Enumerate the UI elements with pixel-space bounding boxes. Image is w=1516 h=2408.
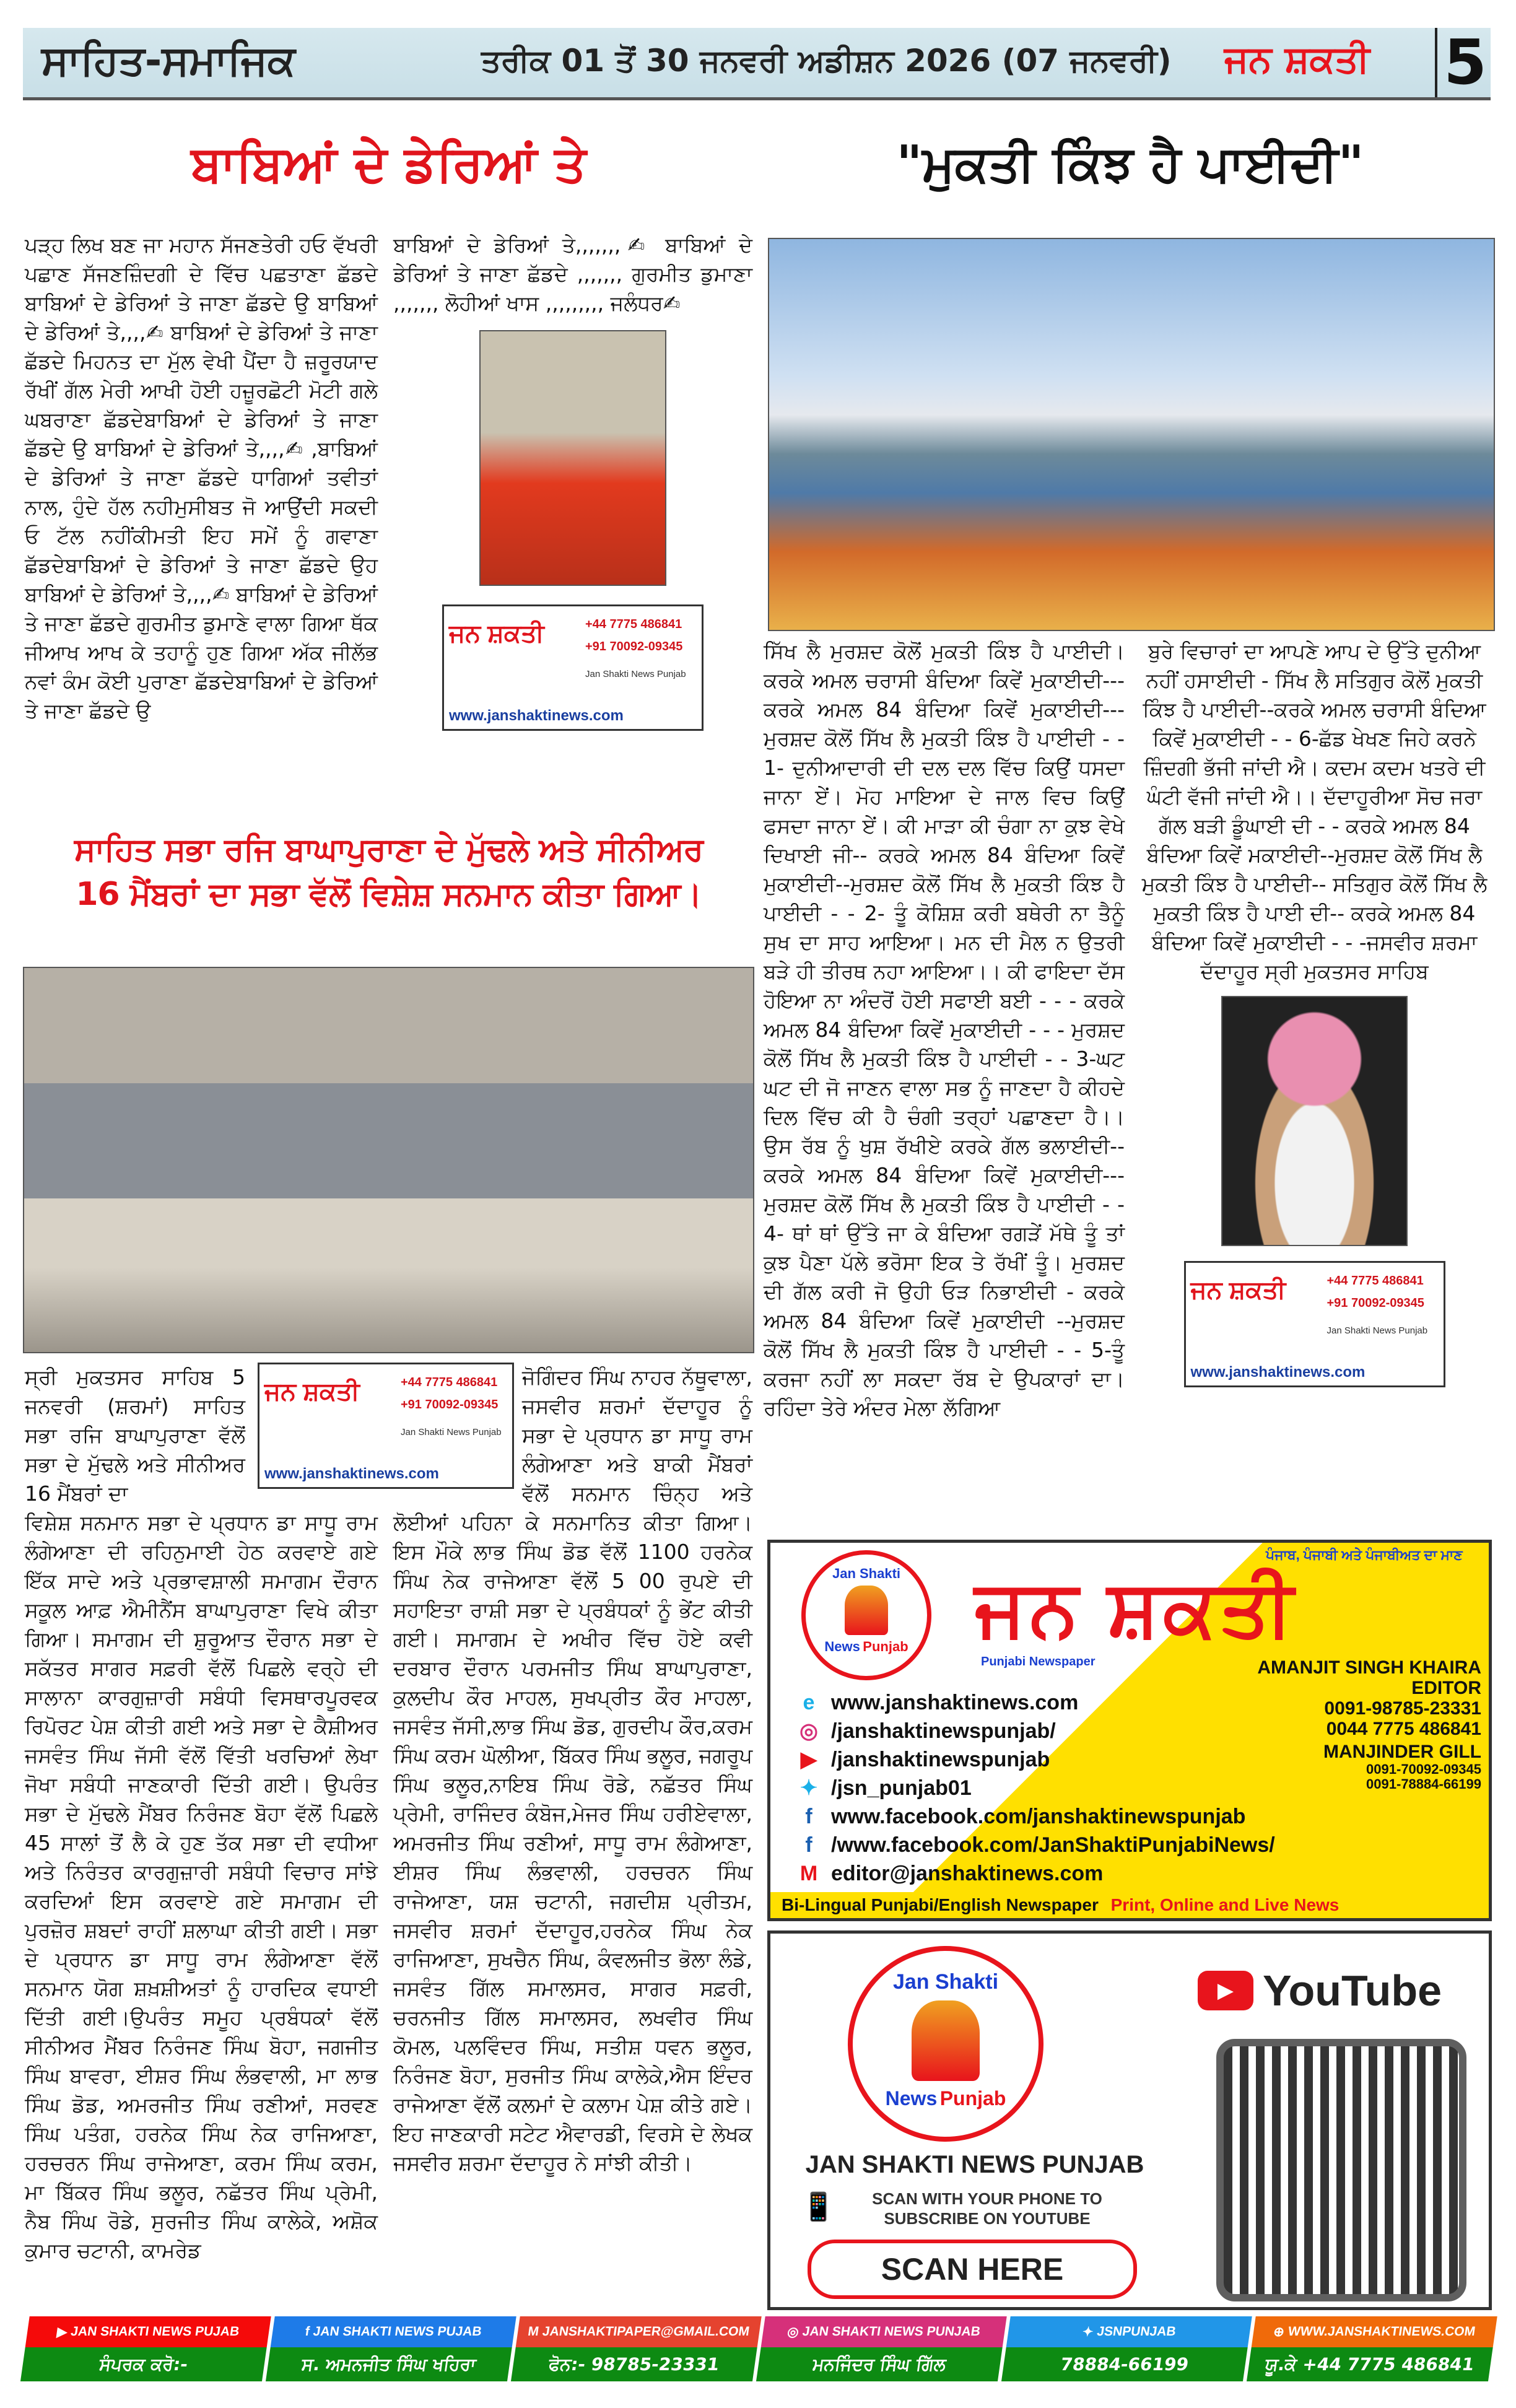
masthead-logo: ਜਨ ਸ਼ਕਤੀ (1224, 38, 1370, 81)
brand-subtitle: Punjabi Newspaper (981, 1655, 1096, 1669)
page-number: 5 (1435, 28, 1493, 97)
article3-intro: ਸ੍ਰੀ ਮੁਕਤਸਰ ਸਾਹਿਬ 5 ਜਨਵਰੀ (ਸ਼ਰਮਾਂ) ਸਾਹਿਤ ਸਭਾ ਰਜਿ ਬਾਘਾਪੁਰਾਣਾ ਵੱਲੋਂ ਸਭਾ ਦੇ ਮੁੱਢਲੇ ਅਤੇ ਸੀਨੀਅਰ 16 ਮੈਂਬਰਾਂ ਦਾ (25, 1365, 245, 1506)
article3-body-col1: ਵਿਸ਼ੇਸ਼ ਸਨਮਾਨ ਸਭਾ ਦੇ ਪ੍ਰਧਾਨ ਡਾ ਸਾਧੂ ਰਾਮ ਲੰਗੇਆਣਾ ਦੀ ਰਹਿਨੁਮਾਈ ਹੇਠ ਕਰਵਾਏ ਗਏ ਇੱਕ ਸਾਦੇ ਅਤੇ ਪ੍ਰਭਾਵਸ਼ਾਲੀ ਸਮਾਗਮ ਦੌਰਾਨ ਸਕੂਲ ਆਫ਼ ਐਮੀਨੈਂਸ ਬਾਘਾਪੁਰਾਣਾ ਵਿਖੇ ਕੀਤਾ ਗਿਆ। ਸਮਾਗਮ ਦੀ ਸ਼ੁਰੂਆਤ ਦੌਰਾਨ ਸਭਾ ਦੇ ਸਕੱਤਰ ਸਾਗਰ ਸਫ਼ਰੀ ਵੱਲੋਂ ਪਿਛਲੇ ਵਰ੍ਹੇ ਦੀ ਸਾਲਾਨਾ ਕਾਰਗੁਜ਼ਾਰੀ ਸਬੰਧੀ ਵਿਸਥਾਰਪੂਰਵਕ ਰਿਪੋਰਟ ਪੇਸ਼ ਕੀਤੀ ਗਈ ਅਤੇ ਸਭਾ ਦੇ ਕੈਸ਼ੀਅਰ ਜਸਵੰਤ ਸਿੰਘ ਜੱਸੀ ਵੱਲੋਂ ਵਿੱਤੀ ਖਰਚਿਆਂ ਲੇਖਾ ਜੋਖਾ ਸਬੰਧੀ ਜਾਣਕਾਰੀ ਦਿੱਤੀ ਗਈ। ਉਪਰੰਤ ਸਭਾ ਦੇ ਮੁੱਢਲੇ ਮੈਂਬਰ ਨਿਰੰਜਣ ਬੋਹਾ ਵੱਲੋਂ ਪਿਛਲੇ 45 ਸਾਲਾਂ ਤੋਂ ਲੈ ਕੇ ਹੁਣ ਤੱਕ ਸਭਾ ਦੀ ਵਧੀਆ ਅਤੇ ਨਿਰੰਤਰ ਕਾਰਗੁਜ਼ਾਰੀ ਸਬੰਧੀ ਵਿਚਾਰ ਸਾਂਝੇ ਕਰਦਿਆਂ ਇਸ ਕਰਵਾਏ ਗਏ ਸਮਾਗਮ ਦੀ ਪੁਰਜ਼ੋਰ ਸ਼ਬਦਾਂ ਰਾਹੀਂ ਸ਼ਲਾਘਾ ਕੀਤੀ ਗਈ। ਸਭਾ ਦੇ ਪ੍ਰਧਾਨ ਡਾ ਸਾਧੂ ਰਾਮ ਲੰਗੇਆਣਾ ਵੱਲੋਂ ਸਨਮਾਨ ਯੋਗ ਸ਼ਖ਼ਸ਼ੀਅਤਾਂ ਨੂੰ ਹਾਰਦਿਕ ਵਧਾਈ ਦਿੱਤੀ ਗਈ।ਉਪਰੰਤ ਸਮੂਹ ਪ੍ਰਬੰਧਕਾਂ ਵੱਲੋਂ ਸੀਨੀਅਰ ਮੈਂਬਰ ਨਿਰੰਜਣ ਸਿੰਘ ਬੋਹਾ, ਜਗਜੀਤ ਸਿੰਘ ਬਾਵਰਾ, ਈਸ਼ਰ ਸਿੰਘ ਲੰਭਵਾਲੀ, ਮਾ ਲਾਭ ਸਿੰਘ ਡੋਡ, ਅਮਰਜੀਤ ਸਿੰਘ ਰਣੀਆਂ, ਸਰਵਣ ਸਿੰਘ ਪਤੰਗ, ਹਰਨੇਕ ਸਿੰਘ ਨੇਕ ਰਾਜਿਆਣਾ, ਹਰਚਰਨ ਸਿੰਘ ਰਾਜੇਆਣਾ, ਕਰਮ ਸਿੰਘ ਕਰਮ, ਮਾ ਬਿੱਕਰ ਸਿੰਘ ਭਲੂਰ, ਨਛੱਤਰ ਸਿੰਘ ਪ੍ਰੇਮੀ, ਨੈਬ ਸਿੰਘ ਰੋਡੇ, ਸੁਰਜੀਤ ਸਿੰਘ ਕਾਲੇਕੇ, ਅਸ਼ੋਕ ਕੁਮਾਰ ਚਟਾਨੀ, ਕਾਮਰੇਡ (25, 1511, 378, 2262)
article2-headline: "ਮੁਕਤੀ ਕਿੰਝ ਹੈ ਪਾਈਦੀ" (896, 135, 1364, 193)
instruction-line-1: SCAN WITH YOUR PHONE TO (872, 2189, 1102, 2208)
link-facebook[interactable] (795, 1804, 1245, 1830)
tagline: ਪੰਜਾਬ, ਪੰਜਾਬੀ ਅਤੇ ਪੰਜਾਬੀਅਤ ਦਾ ਮਾਣ (1266, 1547, 1463, 1563)
phone-icon: 📱 (801, 2192, 835, 2222)
ad-phone-in: +91 70092-09345 (401, 1398, 499, 1411)
ad-footer-strip (770, 1892, 1489, 1918)
article3-col1 (25, 1363, 378, 2265)
gurdwara-photo (768, 238, 1495, 631)
ad-logo: ਜਨ ਸ਼ਕਤੀ (449, 620, 544, 647)
scan-instruction (839, 2189, 1136, 2228)
footer-cell-top (761, 2316, 1007, 2347)
footer-cell[interactable] (20, 2316, 271, 2384)
link-facebook-2[interactable] (795, 1832, 1275, 1858)
link-youtube[interactable] (795, 1747, 1050, 1773)
second-phone-2: 0091-78884-66199 (1366, 1776, 1481, 1792)
ad-phone-in: +91 70092-09345 (1326, 1296, 1424, 1310)
footer-cell[interactable] (510, 2316, 761, 2384)
article2-body-col1: ਸਿੱਖ ਲੈ ਮੁਰਸ਼ਦ ਕੋਲੋਂ ਮੁਕਤੀ ਕਿੰਝ ਹੈ ਪਾਈਦੀ। ਕਰਕੇ ਅਮਲ ਚਰਾਸੀ ਬੰਦਿਆ ਕਿਵੇਂ ਮੁਕਾਈਦੀ--- ਕਰਕੇ ਅਮਲ 84 ਬੰਦਿਆ ਕਿਵੇਂ ਮੁਕਾਈਦੀ---ਮੁਰਸ਼ਦ ਕੋਲੋਂ ਸਿੱਖ ਲੈ ਮੁਕਤੀ ਕਿੰਝ ਹੈ ਪਾਈਦੀ - - 1- ਦੁਨੀਆਦਾਰੀ ਦੀ ਦਲ ਦਲ ਵਿੱਚ ਕਿਉਂ ਧਸਦਾ ਜਾਨਾ ਏਂ। ਮੋਹ ਮਾਇਆ ਦੇ ਜਾਲ ਵਿਚ ਕਿਉਂ ਫਸਦਾ ਜਾਨਾ ਏਂ। ਕੀ ਮਾੜਾ ਕੀ ਚੰਗਾ ਨਾ ਕੁਝ ਵੇਖੇ ਦਿਖਾਈ ਜੀ-- ਕਰਕੇ ਅਮਲ 84 ਬੰਦਿਆ ਕਿਵੇਂ ਮੁਕਾਈਦੀ--ਮੁਰਸ਼ਦ ਕੋਲੋਂ ਸਿੱਖ ਲੈ ਮੁਕਤੀ ਕਿੰਝ ਹੈ ਪਾਈਦੀ - - 2- ਤੂੰ ਕੋਸ਼ਿਸ਼ ਕਰੀ ਬਥੇਰੀ ਨਾ ਤੈਨੂੰ ਸੁਖ ਦਾ ਸਾਹ ਆਇਆ। ਮਨ ਦੀ ਮੈਲ ਨ ਉਤਰੀ ਬੜੇ ਹੀ ਤੀਰਥ ਨਹਾ ਆਇਆ।। ਕੀ ਫਾਇਦਾ ਦੱਸ ਹੋਇਆ ਨਾ ਅੰਦਰੋਂ ਹੋਈ ਸਫਾਈ ਬਈ - - - ਕਰਕੇ ਅਮਲ 84 ਬੰਦਿਆ ਕਿਵੇਂ ਮੁਕਾਈਦੀ - - - ਮੁਰਸ਼ਦ ਕੋਲੋਂ ਸਿੱਖ ਲੈ ਮੁਕਤੀ ਕਿੰਝ ਹੈ ਪਾਈਦੀ - - 3-ਘਟ ਘਟ ਦੀ ਜੋ ਜਾਣਨ ਵਾਲਾ ਸਭ ਨੂੰ ਜਾਣਦਾ ਹੈ ਕੀਹਦੇ ਦਿਲ ਵਿੱਚ ਕੀ ਹੈ ਚੰਗੀ ਤਰ੍ਹਾਂ ਪਛਾਣਦਾ ਹੈ।। ਉਸ ਰੱਬ ਨੂੰ ਖੁਸ਼ ਰੱਖੀਏ ਕਰਕੇ ਗੱਲ ਭਲਾਈਦੀ-- ਕਰਕੇ ਅਮਲ 84 ਬੰਦਿਆ ਕਿਵੇਂ ਮੁਕਾਈਦੀ---ਮੁਰਸ਼ਦ ਕੋਲੋਂ ਸਿੱਖ ਲੈ ਮੁਕਤੀ ਕਿੰਝ ਹੈ ਪਾਈਦੀ - - 4- ਥਾਂ ਥਾਂ ਉੱਤੇ ਜਾ ਕੇ ਬੰਦਿਆ ਰਗੜੇਂ ਮੱਥੇ ਤੂੰ ਤਾਂ ਕੁਝ ਪੈਣਾ ਪੱਲੇ ਭਰੋਸਾ ਇਕ ਤੇ ਰੱਖੀਂ ਤੂੰ। ਮੁਰਸ਼ਦ ਦੀ ਗੱਲ ਕਰੀ ਜੋ ਉਹੀ ਓੜ ਨਿਭਾਈਦੀ - ਕਰਕੇ ਅਮਲ 84 ਬੰਦਿਆ ਕਿਵੇਂ ਮੁਕਾਈਦੀ --ਮੁਰਸ਼ਦ ਕੋਲੋਂ ਸਿੱਖ ਲੈ ਮੁਕਤੀ ਕਿੰਝ ਹੈ ਪਾਈਦੀ - - 5-ਤੂੰ ਕਰਜਾ ਨਹੀਂ ਲਾ ਸਕਦਾ ਰੱਬ ਦੇ ਉਪਕਾਰਾਂ ਦਾ। ਰਹਿੰਦਾ ਤੇਰੇ ਅੰਦਰ ਮੇਲਾ ਲੱਗਿਆ (764, 639, 1125, 1420)
ad-phone-uk: +44 7775 486841 (585, 617, 682, 631)
footer-cell[interactable] (1246, 2316, 1497, 2384)
ad-logo: ਜਨ ਸ਼ਕਤੀ (264, 1378, 360, 1405)
ad-website: www.janshaktinews.com (449, 707, 624, 724)
ad-logo: ਜਨ ਸ਼ਕਤੀ (1190, 1276, 1286, 1304)
ad-name: Jan Shakti News Punjab (1326, 1325, 1428, 1336)
article3-headline (25, 827, 752, 917)
ad-website: www.janshaktinews.com (1190, 1364, 1366, 1381)
article1-middle-column (393, 230, 752, 731)
small-ad[interactable] (442, 604, 704, 731)
youtube-brand: YouTube (1263, 1966, 1442, 2015)
footer-contact: 78884-66199 (1001, 2347, 1248, 2381)
jan-shakti-ad (767, 1540, 1492, 1921)
editor-phone-2: 0044 7775 486841 (1326, 1719, 1481, 1739)
youtube-icon: ▶ (1198, 1971, 1253, 2010)
gmail-icon: M (526, 2324, 540, 2339)
editor-name: AMANJIT SINGH KHAIRA (1257, 1657, 1481, 1678)
footer-contact: ਯੂ.ਕੇ +44 7775 486841 (1247, 2347, 1493, 2381)
twitter-icon: ✦ (799, 1776, 818, 1800)
link-text: /www.facebook.com/JanShaktiPunjabiNews/ (831, 1833, 1275, 1857)
channel-name: JAN SHAKTI NEWS PUNJAB (805, 2151, 1144, 2178)
footer-cell-top (1252, 2316, 1497, 2347)
logo-circle-news: News (824, 1639, 860, 1654)
footer-cell[interactable] (1001, 2316, 1252, 2384)
editor-phone-1: 0091-98785-23331 (1324, 1698, 1481, 1719)
gmail-icon: M (799, 1862, 818, 1885)
footer-contact: ਮਨਜਿੰਦਰ ਸਿੰਘ ਗਿੱਲ (756, 2347, 1003, 2381)
youtube-ad (767, 1930, 1492, 2310)
footer-contact: ਫੋਨ:- 98785-23331 (511, 2347, 757, 2381)
link-email[interactable] (795, 1861, 1103, 1887)
logo-circle-news: News (885, 2087, 938, 2109)
instagram-icon: ◎ (786, 2324, 800, 2339)
author-photo (479, 330, 666, 586)
footer-handle: JANSHAKTIPAPER@GMAIL.COM (541, 2324, 751, 2339)
globe-icon: ⊕ (1272, 2324, 1286, 2339)
article2-right-column (1136, 637, 1492, 1387)
second-phone-1: 0091-70092-09345 (1366, 1761, 1481, 1777)
footer-contact-bar (25, 2316, 1492, 2384)
footer-cell[interactable] (265, 2316, 516, 2384)
link-twitter[interactable] (795, 1775, 972, 1801)
ad-name: Jan Shakti News Punjab (401, 1427, 502, 1437)
footer-cell-top (516, 2316, 762, 2347)
ad-phone-uk: +44 7775 486841 (1326, 1274, 1424, 1288)
link-text: www.facebook.com/janshaktinewspunjab (831, 1805, 1246, 1828)
footer-handle: JAN SHAKTI NEWS PUJAB (312, 2324, 483, 2339)
contacts (1257, 1657, 1481, 1792)
logo-circle-punjab: Punjab (939, 2087, 1006, 2109)
article1-headline: ਬਾਬਿਆਂ ਦੇ ਡੇਰਿਆਂ ਤੇ (191, 135, 586, 193)
group-photo (23, 967, 754, 1353)
ad-phone-in: +91 70092-09345 (585, 640, 683, 653)
footer-cell-top (1006, 2316, 1252, 2347)
headline-line-1: ਸਾਹਿਤ ਸਭਾ ਰਜਿ ਬਾਘਾਪੁਰਾਣਾ ਦੇ ਮੁੱਢਲੇ ਅਤੇ ਸੀਨੀਅਰ (74, 831, 703, 868)
ad-footer-red: Print, Online and Live News (1110, 1895, 1340, 1914)
footer-contact: ਸੰਪਰਕ ਕਰੋ:- (20, 2347, 267, 2381)
link-text: /janshaktinewspunjab (831, 1748, 1050, 1771)
footer-cell-top (271, 2316, 516, 2347)
second-name: MANJINDER GILL (1323, 1742, 1481, 1762)
instagram-icon: ◎ (799, 1719, 818, 1743)
link-text: editor@janshaktinews.com (831, 1862, 1104, 1885)
link-text: /janshaktinewspunjab/ (831, 1719, 1056, 1743)
facebook-icon: f (805, 1833, 812, 1857)
article2-body-col2: ਬੁਰੇ ਵਿਚਾਰਾਂ ਦਾ ਆਪਣੇ ਆਪ ਦੇ ਉੱਤੇ ਦੁਨੀਆ ਨਹੀਂ ਹਸਾਈਦੀ - ਸਿੱਖ ਲੈ ਸਤਿਗੁਰ ਕੋਲੋਂ ਮੁਕਤੀ ਕਿੰਝ ਹੈ ਪਾਈਦੀ--ਕਰਕੇ ਅਮਲ ਚਰਾਸੀ ਬੰਦਿਆ ਕਿਵੇਂ ਮੁਕਾਈਦੀ - - 6-ਛੱਡ ਖੇਖਣ ਜਿਹੇ ਕਰਨੇ ਜ਼ਿੰਦਗੀ ਭੱਜੀ ਜਾਂਦੀ ਐ। ਕਦਮ ਕਦਮ ਖਤਰੇ ਦੀ ਘੰਟੀ ਵੱਜੀ ਜਾਂਦੀ ਐ।। ਦੱਦਾਹੂਰੀਆ ਸੋਚ ਜਰਾ ਗੱਲ ਬੜੀ ਡੂੰਘਾਈ ਦੀ - - ਕਰਕੇ ਅਮਲ 84 ਬੰਦਿਆ ਕਿਵੇਂ ਮਕਾਈਦੀ--ਮੁਰਸ਼ਦ ਕੋਲੋਂ ਸਿੱਖ ਲੈ ਮੁਕਤੀ ਕਿੰਝ ਹੈ ਪਾਈਦੀ-- ਸਤਿਗੁਰ ਕੋਲੋਂ ਸਿੱਖ ਲੈ ਮੁਕਤੀ ਕਿੰਝ ਹੈ ਪਾਈ ਦੀ-- ਕਰਕੇ ਅਮਲ 84 ਬੰਦਿਆ ਕਿਵੇਂ ਮੁਕਾਈਦੀ - - -ਜਸਵੀਰ ਸ਼ਰਮਾ ਦੱਦਾਹੂਰ ਸ੍ਰੀ ਮੁਕਤਸਰ ਸਾਹਿਬ (1141, 639, 1488, 984)
section-title: ਸਾਹਿਤ-ਸਮਾਜਿਕ (41, 37, 295, 84)
poet-portrait (1221, 996, 1408, 1246)
footer-contact: ਸ. ਅਮਨਜੀਤ ਸਿੰਘ ਖਹਿਰਾ (266, 2347, 512, 2381)
link-text: /jsn_punjab01 (831, 1776, 972, 1800)
article1-body: ਪੜ੍ਹ ਲਿਖ ਬਣ ਜਾ ਮਹਾਨ ਸੱਜਣਤੇਰੀ ਹਓ ਵੱਖਰੀ ਪਛਾਣ ਸੱਜਣਜ਼ਿੰਦਗੀ ਦੇ ਵਿੱਚ ਪਛਤਾਣਾ ਛੱਡਦੇ ਬਾਬਿਆਂ ਦੇ ਡੇਰਿਆਂ ਤੇ ਜਾਣਾ ਛੱਡਦੇ ਉ ਬਾਬਿਆਂ ਦੇ ਡੇਰਿਆਂ ਤੇ,,,,✍ ਬਾਬਿਆਂ ਦੇ ਡੇਰਿਆਂ ਤੇ ਜਾਣਾ ਛੱਡਦੇ ਮਿਹਨਤ ਦਾ ਮੁੱਲ ਵੇਖੀ ਪੈਂਦਾ ਹੈ ਜ਼ਰੂਰਯਾਦ ਰੱਖੀਂ ਗੱਲ ਮੇਰੀ ਆਖੀ ਹੋਈ ਹਜ਼ੂਰਛੋਟੀ ਮੋਟੀ ਗਲੇ ਘਬਰਾਣਾ ਛੱਡਦੇਬਾਬਿਆਂ ਦੇ ਡੇਰਿਆਂ ਤੇ ਜਾਣਾ ਛੱਡਦੇ ਉ ਬਾਬਿਆਂ ਦੇ ਡੇਰਿਆਂ ਤੇ,,,,✍ ,ਬਾਬਿਆਂ ਦੇ ਡੇਰਿਆਂ ਤੇ ਜਾਣਾ ਛੱਡਦੇ ਧਾਗਿਆਂ ਤਵੀਤਾਂ ਨਾਲ, ਹੁੰਦੇ ਹੱਲ ਨਹੀਮੁਸੀਬਤ ਜੋ ਆਉਂਦੀ ਸਕਦੀ ਓ ਟੱਲ ਨਹੀਂਕੀਮਤੀ ਇਹ ਸਮੇਂ ਨੂੰ ਗਵਾਣਾ ਛੱਡਦੇਬਾਬਿਆਂ ਦੇ ਡੇਰਿਆਂ ਤੇ ਜਾਣਾ ਛੱਡਦੇ ਉਹ ਬਾਬਿਆਂ ਦੇ ਡੇਰਿਆਂ ਤੇ,,,,✍ ਬਾਬਿਆਂ ਦੇ ਡੇਰਿਆਂ ਤੇ ਜਾਣਾ ਛੱਡਦੇ ਗੁਰਮੀਤ ਡੁਮਾਣੇ ਵਾਲਾ ਗਿਆ ਥੱਕ ਜੀਆਖ ਆਖ ਕੇ ਤਹਾਨੂੰ ਹੁਣ ਗਿਆ ਅੱਕ ਜੀਲੱਭ ਨਵਾਂ ਕੰਮ ਕੋਈ ਪੁਰਾਣਾ ਛੱਡਦੇਬਾਬਿਆਂ ਦੇ ਡੇਰਿਆਂ ਤੇ ਜਾਣਾ ਛੱਡਦੇ ਉ (25, 233, 378, 723)
scan-here-button[interactable]: SCAN HERE (808, 2240, 1137, 2299)
headline-line-2: 16 ਮੈਂਬਰਾਂ ਦਾ ਸਭਾ ਵੱਲੋਂ ਵਿਸ਼ੇਸ਼ ਸਨਮਾਨ ਕੀਤਾ ਗਿਆ। (76, 876, 702, 913)
logo-circle (801, 1550, 931, 1680)
footer-handle: JSNPUNJAB (1096, 2324, 1177, 2339)
link-instagram[interactable] (795, 1718, 1056, 1744)
youtube-icon: ▶ (800, 1748, 817, 1771)
torch-icon (912, 2000, 980, 2081)
ad-website: www.janshaktinews.com (264, 1465, 439, 1482)
editor-role: EDITOR (1411, 1678, 1481, 1698)
instruction-line-2: SUBSCRIBE ON YOUTUBE (884, 2209, 1091, 2228)
page-header (23, 28, 1491, 100)
small-ad-3[interactable] (258, 1363, 514, 1489)
ad-footer-black: Bi-Lingual Punjabi/English Newspaper (782, 1895, 1099, 1914)
article3-body-col2: ਜੋਗਿੰਦਰ ਸਿੰਘ ਨਾਹਰ ਨੱਥੂਵਾਲਾ, ਜਸਵੀਰ ਸ਼ਰਮਾਂ ਦੱਦਾਹੂਰ ਨੂੰ ਸਭਾ ਦੇ ਪ੍ਰਧਾਨ ਡਾ ਸਾਧੂ ਰਾਮ ਲੰਗੇਆਣਾ ਅਤੇ ਬਾਕੀ ਮੈਂਬਰਾਂ ਵੱਲੋਂ ਸਨਮਾਨ ਚਿੰਨ੍ਹ ਅਤੇ ਲੋਈਆਂ ਪਹਿਨਾ ਕੇ ਸਨਮਾਨਿਤ ਕੀਤਾ ਗਿਆ। ਇਸ ਮੌਕੇ ਲਾਭ ਸਿੰਘ ਡੋਡ ਵੱਲੋਂ 1100 ਹਰਨੇਕ ਸਿੰਘ ਨੇਕ ਰਾਜੇਆਣਾ ਵੱਲੋਂ 5 00 ਰੁਪਏ ਦੀ ਸਹਾਇਤਾ ਰਾਸ਼ੀ ਸਭਾ ਦੇ ਪ੍ਰਬੰਧਕਾਂ ਨੂੰ ਭੇਂਟ ਕੀਤੀ ਗਈ। ਸਮਾਗਮ ਦੇ ਅਖੀਰ ਵਿੱਚ ਹੋਏ ਕਵੀ ਦਰਬਾਰ ਦੌਰਾਨ ਪਰਮਜੀਤ ਸਿੰਘ ਬਾਘਾਪੁਰਾਣਾ, ਕੁਲਦੀਪ ਕੌਰ ਮਾਹਲ, ਸੁਖਪ੍ਰੀਤ ਕੌਰ ਮਾਹਲਾ, ਜਸਵੰਤ ਜੱਸੀ,ਲਾਭ ਸਿੰਘ ਡੋਡ, ਗੁਰਦੀਪ ਕੌਰ,ਕਰਮ ਸਿੰਘ ਕਰਮ ਘੋਲੀਆ, ਬਿੱਕਰ ਸਿੰਘ ਭਲੂਰ, ਜਗਰੂਪ ਸਿੰਘ ਭਲੂਰ,ਨਾਇਬ ਸਿੰਘ ਰੋਡੇ, ਨਛੱਤਰ ਸਿੰਘ ਪ੍ਰੇਮੀ, ਰਾਜਿੰਦਰ ਕੰਬੋਜ,ਮੇਜਰ ਸਿੰਘ ਹਰੀਏਵਾਲਾ, ਅਮਰਜੀਤ ਸਿੰਘ ਰਣੀਆਂ, ਸਾਧੂ ਰਾਮ ਲੰਗੇਆਣਾ, ਈਸ਼ਰ ਸਿੰਘ ਲੰਭਵਾਲੀ, ਹਰਚਰਨ ਸਿੰਘ ਰਾਜੇਆਣਾ, ਯਸ਼ ਚਟਾਨੀ, ਜਗਦੀਸ਼ ਪ੍ਰੀਤਮ, ਜਸਵੀਰ ਸ਼ਰਮਾਂ ਦੱਦਾਹੂਰ,ਹਰਨੇਕ ਸਿੰਘ ਨੇਕ ਰਾਜਿਆਣਾ, ਸੁਖਚੈਨ ਸਿੰਘ, ਕੰਵਲਜੀਤ ਭੋਲਾ ਲੰਡੇ, ਜਸਵੰਤ ਗਿੱਲ ਸਮਾਲਸਰ, ਸਾਗਰ ਸਫ਼ਰੀ, ਚਰਨਜੀਤ ਗਿੱਲ ਸਮਾਲਸਰ, ਲਖਵੀਰ ਸਿੰਘ ਕੋਮਲ, ਪਲਵਿੰਦਰ ਸਿੰਘ, ਸਤੀਸ਼ ਧਵਨ ਭਲੂਰ, ਨਿਰੰਜਣ ਬੋਹਾ, ਸੁਰਜੀਤ ਸਿੰਘ ਕਾਲੇਕੇ,ਐਸ ਇੰਦਰ ਰਾਜੇਆਣਾ ਵੱਲੋਂ ਕਲਮਾਂ ਦੇ ਕਲਾਮ ਪੇਸ਼ ਕੀਤੇ ਗਏ।ਇਹ ਜਾਣਕਾਰੀ ਸਟੇਟ ਐਵਾਰਡੀ, ਵਿਰਸੇ ਦੇ ਲੇਖਕ ਜਸਵੀਰ ਸ਼ਰਮਾ ਦੱਦਾਹੂਰ ਨੇ ਸਾਂਝੀ ਕੀਤੀ। (393, 1365, 752, 2175)
facebook-icon: f (304, 2324, 311, 2339)
internet-explorer-icon: e (803, 1691, 815, 1714)
article1-byline: ਬਾਬਿਆਂ ਦੇ ਡੇਰਿਆਂ ਤੇ,,,,,,,✍ ਬਾਬਿਆਂ ਦੇ ਡੇਰਿਆਂ ਤੇ ਜਾਣਾ ਛੱਡਦੇ ,,,,,,, ਗੁਰਮੀਤ ਡੁਮਾਣਾ ,,,,,,, ਲੋਹੀਆਂ ਖਾਸ ,,,,,,,,, ਜਲੰਧਰ✍ (393, 233, 752, 315)
facebook-icon: f (805, 1805, 812, 1828)
youtube-icon: ▶ (56, 2324, 68, 2339)
footer-handle: JAN SHAKTI NEWS PUNJAB (801, 2324, 982, 2339)
link-text: www.janshaktinews.com (831, 1691, 1079, 1714)
footer-cell-top (25, 2316, 271, 2347)
logo-circle-top: Jan Shakti (892, 1970, 999, 1994)
ad-name: Jan Shakti News Punjab (585, 669, 686, 679)
footer-handle: WWW.JANSHAKTINEWS.COM (1287, 2324, 1476, 2339)
edition-date: ਤਰੀਕ 01 ਤੋਂ 30 ਜਨਵਰੀ ਅਡੀਸ਼ਨ 2026 (07 ਜਨਵਰੀ) (481, 43, 1172, 79)
link-website[interactable] (795, 1690, 1078, 1716)
footer-handle: JAN SHAKTI NEWS PUJAB (69, 2324, 240, 2339)
small-ad-2[interactable] (1184, 1261, 1445, 1387)
footer-cell[interactable] (756, 2316, 1006, 2384)
logo-circle-top: Jan Shakti (832, 1566, 901, 1581)
logo-circle-punjab: Punjab (863, 1639, 908, 1654)
twitter-icon: ✦ (1081, 2324, 1095, 2339)
brand-title: ਜਨ ਸ਼ਕਤੀ (975, 1564, 1297, 1652)
ad-phone-uk: +44 7775 486841 (401, 1376, 498, 1389)
small-ad-3-wrap (258, 1363, 514, 1489)
torch-icon (845, 1586, 888, 1635)
logo-circle (848, 1946, 1043, 2142)
qr-code[interactable] (1216, 2039, 1466, 2301)
